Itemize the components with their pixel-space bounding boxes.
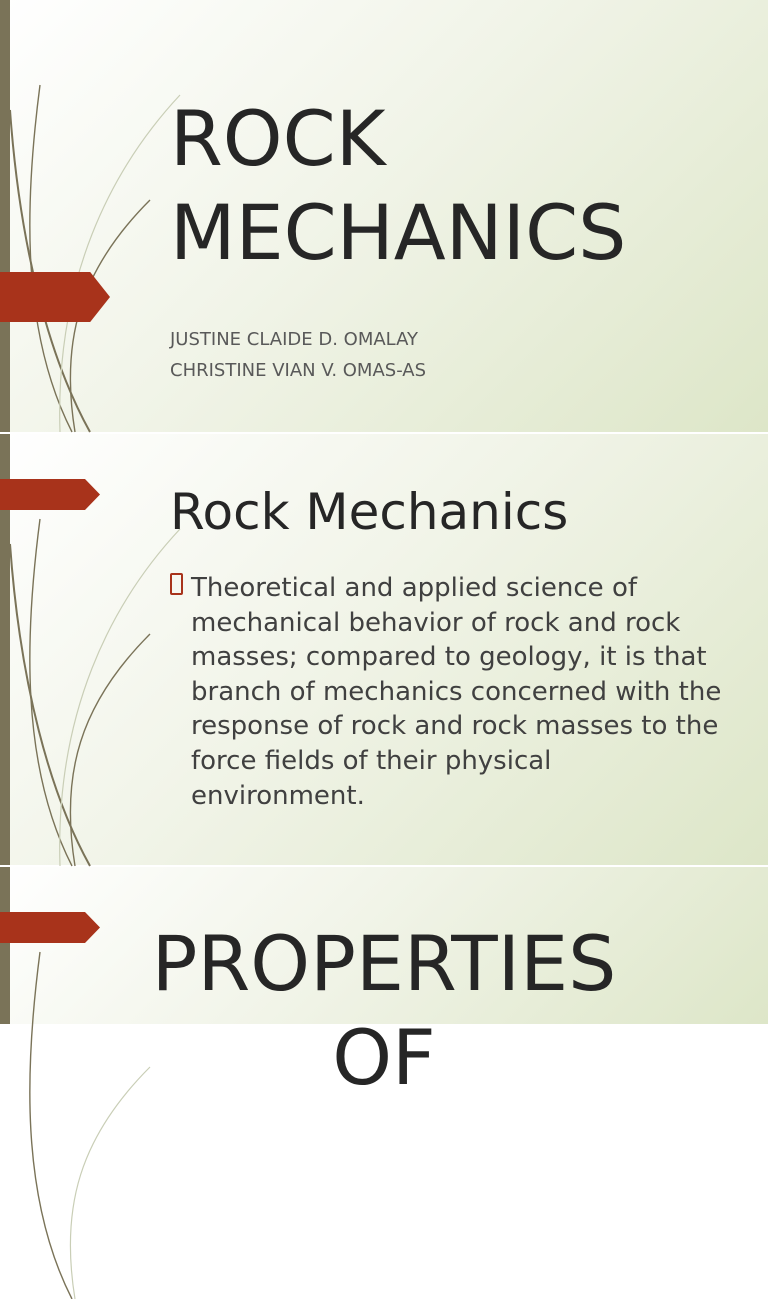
author-1: JUSTINE CLAIDE D. OMALAY [170,329,419,350]
decorative-curves [0,0,160,432]
slide-2[interactable] [0,434,768,865]
slide-title: PROPERTIES OF [151,919,617,1102]
slide-title: Rock Mechanics [170,483,569,541]
authors [170,324,426,386]
bullet-text: Theoretical and applied science of mechanical behavior of rock and rock masses; compared to geology, it is that branch of mechanics concerned with the response of rock and rock masses to the force fields of their physical environment. [191,573,722,811]
author-2: CHRISTINE VIAN V. OMAS-AS [170,360,427,381]
slide-3[interactable] [0,867,768,1102]
slide-1[interactable] [0,0,768,432]
accent-arrow [0,272,110,322]
slide-title: ROCK MECHANICS [170,94,627,277]
accent-arrow [0,479,100,510]
bullet-icon [170,573,183,595]
